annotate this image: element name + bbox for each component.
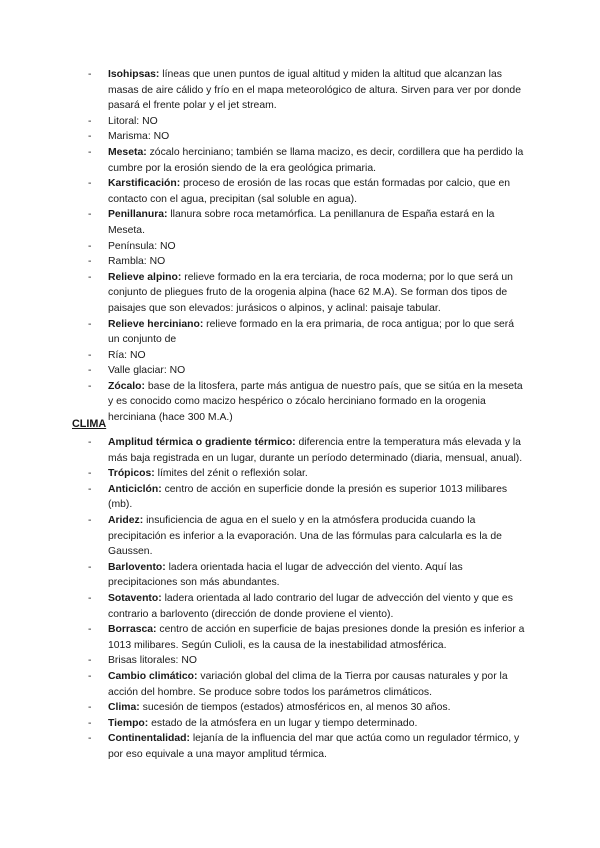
term-label: Sotavento: bbox=[108, 592, 162, 604]
term-definition: Marisma: NO bbox=[108, 131, 170, 143]
list-item: - Valle glaciar: NO bbox=[88, 365, 186, 377]
term-definition: relieve formado en la era primaria, de roca antigua; por lo que será un conjunto de bbox=[108, 318, 515, 346]
term-definition: lejanía de la influencia del mar que actúa como un regulador térmico, y por eso equivale a una mayor amplitud térmica. bbox=[108, 733, 520, 760]
list-item: - Meseta: zócalo herciniano; también se llama macizo, es decir, cordillera que ha perdido la cumbre por la erosión siendo de la era geológica primaria. bbox=[88, 146, 524, 174]
term-definition: sucesión de tiempos (estados) atmosféricos en, al menos 30 años. bbox=[139, 702, 451, 714]
term-definition: diferencia entre la temperatura más elevada y la más baja registrada en un lugar, durante un período determinado (diaria, mensual, anual). bbox=[108, 437, 523, 464]
list-item: - Amplitud térmica o gradiente térmico: diferencia entre la temperatura más elevada y la más baja registrada en un lugar, durante un período determinado (diaria, mensual, anual). bbox=[88, 437, 523, 464]
term-definition: Rambla: NO bbox=[108, 256, 166, 268]
term-label: Amplitud térmica o gradiente térmico: bbox=[108, 437, 296, 448]
term-label: Karstificación: bbox=[108, 178, 181, 190]
term-label: Meseta: bbox=[108, 146, 147, 158]
list-item: - Continentalidad: lejanía de la influencia del mar que actúa como un regulador térmico, y por eso equivale a una mayor amplitud térmica. bbox=[88, 733, 520, 760]
term-label: Clima: bbox=[108, 702, 140, 714]
term-definition: Península: NO bbox=[108, 240, 176, 252]
term-definition: ladera orientada hacia el lugar de advección del viento. Aquí las precipitaciones son más abundantes. bbox=[108, 561, 463, 589]
term-definition: ladera orientada al lado contrario del lugar de advección del viento y que es contrario a barlovento (dirección de donde proviene el viento). bbox=[108, 592, 513, 620]
list-item: - Ría: NO bbox=[88, 349, 146, 361]
list-item: - Penillanura: llanura sobre roca metamórfica. La penillanura de España estará en la Meseta. bbox=[88, 209, 495, 236]
term-label: Zócalo: bbox=[108, 380, 145, 392]
term-label: Barlovento: bbox=[108, 561, 166, 573]
list-item: - Clima: sucesión de tiempos (estados) atmosféricos en, al menos 30 años. bbox=[88, 702, 451, 714]
list-item: - Península: NO bbox=[88, 240, 176, 252]
term-definition: proceso de erosión de las rocas que están formadas por calcio, que en contacto con el agua, precipitan (sal soluble en agua). bbox=[108, 178, 510, 205]
clima-section-heading: CLIMA bbox=[72, 418, 107, 430]
list-item: - Cambio climático: variación global del clima de la Tierra por causas naturales y por la acción del hombre. Se produce sobre todos los parámetros climáticos. bbox=[88, 670, 508, 698]
list-item: - Marisma: NO bbox=[88, 131, 170, 143]
list-item: - Anticiclón: centro de acción en superficie donde la presión es superior 1013 milibares (mb). bbox=[88, 483, 508, 511]
term-label: Tiempo: bbox=[108, 717, 149, 729]
relieve-glossary-list bbox=[88, 67, 528, 426]
term-definition: líneas que unen puntos de igual altitud y miden la altitud que alcanzan las masas de aire cálido y frío en el mapa meteorológico de altura. Sirven para ver por donde pasará el frente polar y el jet stream. bbox=[108, 69, 521, 112]
term-label: Relieve herciniano: bbox=[108, 318, 204, 330]
list-item: - Sotavento: ladera orientada al lado contrario del lugar de advección del viento y que es contrario a barlovento (dirección de donde proviene el viento). bbox=[88, 592, 513, 620]
list-item: - Trópicos: límites del zénit o reflexión solar. bbox=[88, 468, 308, 480]
term-definition: llanura sobre roca metamórfica. La penillanura de España estará en la Meseta. bbox=[108, 209, 495, 236]
term-definition: base de la litosfera, parte más antigua de nuestro país, que se sitúa en la meseta y es conocido como macizo hespérico o zócalo herciniano formado en la orogenia herciniana (hace 300 M.A.) bbox=[108, 380, 523, 424]
list-item: - Karstificación: proceso de erosión de las rocas que están formadas por calcio, que en contacto con el agua, precipitan (sal soluble en agua). bbox=[88, 178, 510, 205]
list-item: - Isohipsas: líneas que unen puntos de igual altitud y miden la altitud que alcanzan las masas de aire cálido y frío en el mapa meteorológico de altura. Sirven para ver por donde pasará el frente polar y el jet stream. bbox=[88, 69, 521, 112]
term-label: Trópicos: bbox=[108, 468, 155, 480]
term-definition: límites del zénit o reflexión solar. bbox=[154, 468, 308, 480]
term-definition: centro de acción en superficie de bajas presiones donde la presión es inferior a 1013 milibares. Según Culioli, es la causa de la inestabilidad atmosférica. bbox=[108, 624, 525, 651]
list-item: - Aridez: insuficiencia de agua en el suelo y en la atmósfera producida cuando la precipitación es inferior a la evaporación. Una de las fórmulas para calcularla es la de Gaussen. bbox=[88, 514, 502, 558]
term-label: Cambio climático: bbox=[108, 670, 198, 682]
term-label: Penillanura: bbox=[108, 209, 168, 221]
term-definition: centro de acción en superficie donde la presión es superior 1013 milibares (mb). bbox=[108, 483, 508, 511]
term-label: Relieve alpino: bbox=[108, 271, 182, 283]
term-label: Isohipsas: bbox=[108, 69, 160, 80]
list-item: - Borrasca: centro de acción en superficie de bajas presiones donde la presión es inferior a 1013 milibares. Según Culioli, es la causa de la inestabilidad atmosférica. bbox=[88, 624, 525, 651]
list-item: - Tiempo: estado de la atmósfera en un lugar y tiempo determinado. bbox=[88, 717, 418, 729]
term-definition: variación global del clima de la Tierra por causas naturales y por la acción del hombre. Se produce sobre todos los parámetros climáticos. bbox=[108, 670, 508, 698]
term-definition: zócalo herciniano; también se llama macizo, es decir, cordillera que ha perdido la cumbre por la erosión siendo de la era geológica primaria. bbox=[108, 146, 524, 174]
term-definition: estado de la atmósfera en un lugar y tiempo determinado. bbox=[148, 717, 418, 729]
clima-glossary-list bbox=[88, 435, 528, 762]
term-label: Continentalidad: bbox=[108, 733, 190, 745]
term-definition: relieve formado en la era terciaria, de roca moderna; por lo que será un conjunto de pliegues fruto de la orogenia alpina (hace 62 M.A). Se forman dos tipos de paisajes que son elevados: jurásicos o alpinos, y aclinal: paisaje tabular. bbox=[108, 271, 513, 314]
list-item: - Barlovento: ladera orientada hacia el lugar de advección del viento. Aquí las precipitaciones son más abundantes. bbox=[88, 561, 463, 589]
list-item: - Zócalo: base de la litosfera, parte más antigua de nuestro país, que se sitúa en la meseta y es conocido como macizo hespérico o zócalo herciniano formado en la orogenia herciniana (hace 300 M.A.) bbox=[88, 380, 523, 424]
term-definition: Ría: NO bbox=[108, 349, 146, 361]
term-definition: Valle glaciar: NO bbox=[108, 365, 186, 377]
list-item: - Brisas litorales: NO bbox=[88, 655, 197, 667]
list-item: - Relieve alpino: relieve formado en la era terciaria, de roca moderna; por lo que será un conjunto de pliegues fruto de la orogenia alpina (hace 62 M.A). Se forman dos tipos de paisajes que son elevados: jurásicos o alpinos, y aclinal: paisaje tabular. bbox=[88, 271, 513, 314]
term-label: Borrasca: bbox=[108, 624, 157, 636]
term-definition: Litoral: NO bbox=[108, 115, 158, 127]
list-item: - Litoral: NO bbox=[88, 115, 158, 127]
term-definition: Brisas litorales: NO bbox=[108, 655, 197, 667]
term-label: Anticiclón: bbox=[108, 483, 162, 495]
term-definition: insuficiencia de agua en el suelo y en la atmósfera producida cuando la precipitación es inferior a la evaporación. Una de las fórmulas para calcularla es la de Gaussen. bbox=[108, 514, 502, 558]
term-label: Aridez: bbox=[108, 514, 144, 526]
list-item: - Rambla: NO bbox=[88, 256, 166, 268]
list-item: - Relieve herciniano: relieve formado en la era primaria, de roca antigua; por lo que será un conjunto de bbox=[88, 318, 515, 346]
